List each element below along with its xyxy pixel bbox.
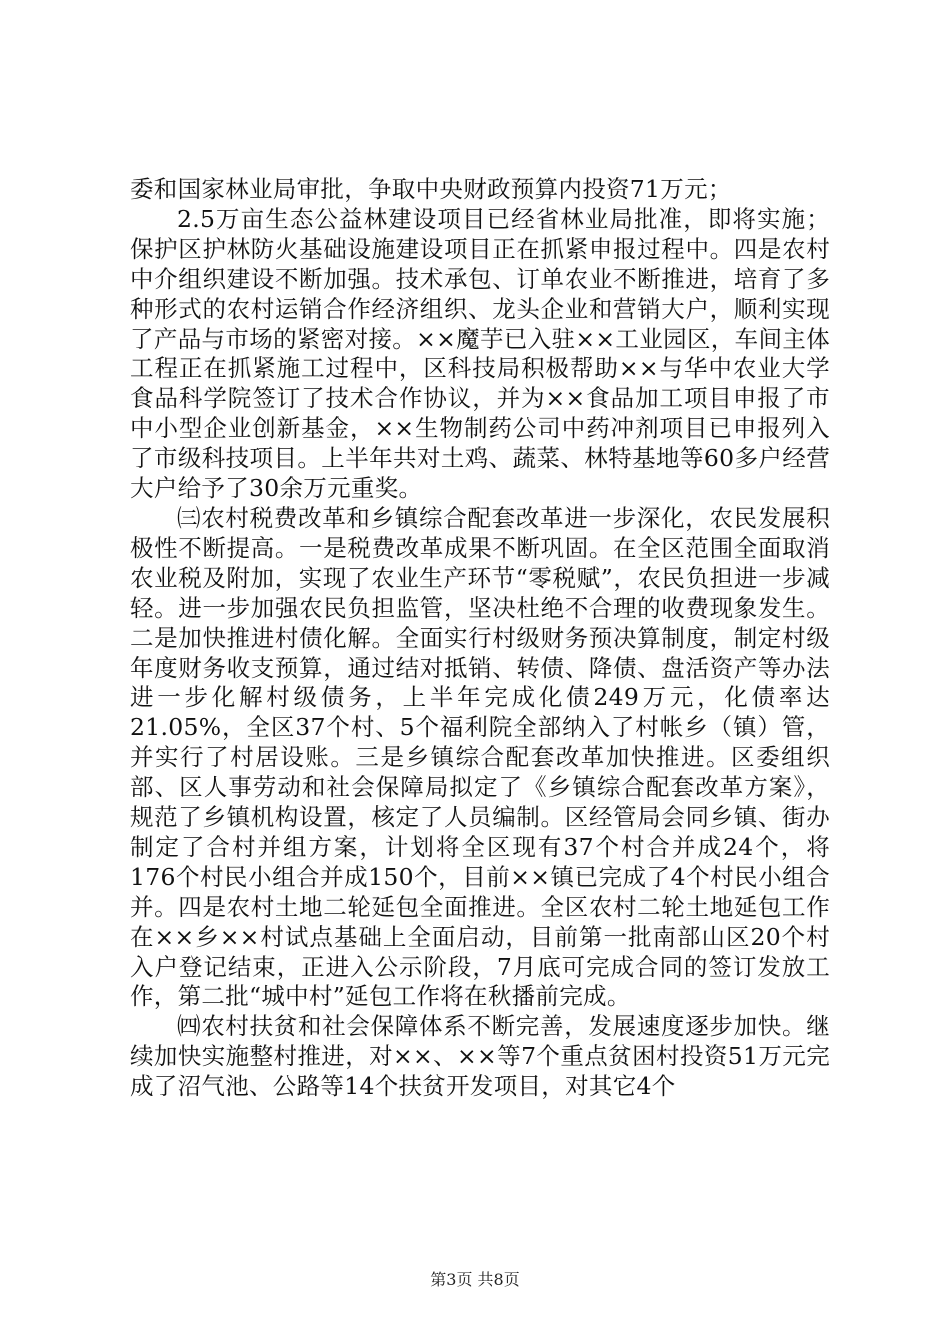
page-footer: 第3页 共8页 [430,1270,520,1289]
paragraph-1: 委和国家林业局审批，争取中央财政预算内投资71万元； [130,175,732,203]
paragraph-4: ㈣农村扶贫和社会保障体系不断完善，发展速度逐步加快。继续加快实施整村推进，对××、××等7个重点贫困村投资51万元完成了沼气池、公路等14个扶贫开发项目，对其它4个 [130,1012,830,1101]
document-body [130,175,830,1102]
paragraph-2: 2.5万亩生态公益林建设项目已经省林业局批准，即将实施；保护区护林防火基础设施建设项目正在抓紧申报过程中。四是农村中介组织建设不断加强。技术承包、订单农业不断推进，培育了多种形式的农村运销合作经济组织、龙头企业和营销大户，顺利实现了产品与市场的紧密对接。××魔芋已入驻××工业园区，车间主体工程正在抓紧施工过程中，区科技局积极帮助××与华中农业大学食品科学院签订了技术合作协议，并为××食品加工项目申报了市中小型企业创新基金，××生物制药公司中药冲剂项目已申报列入了市级科技项目。上半年共对土鸡、蔬菜、林特基地等60多户经营大户给予了30余万元重奖。 [130,204,830,503]
paragraph-3: ㈢农村税费改革和乡镇综合配套改革进一步深化，农民发展积极性不断提高。一是税费改革成果不断巩固。在全区范围全面取消农业税及附加，实现了农业生产环节“零税赋”，农民负担进一步减轻。进一步加强农民负担监管，坚决杜绝不合理的收费现象发生。二是加快推进村债化解。全面实行村级财务预决算制度，制定村级年度财务收支预算，通过结对抵销、转债、降债、盘活资产等办法进一步化解村级债务，上半年完成化债249万元，化债率达21.05%，全区37个村、5个福利院全部纳入了村帐乡（镇）管，并实行了村居设账。三是乡镇综合配套改革加快推进。区委组织部、区人事劳动和社会保障局拟定了《乡镇综合配套改革方案》，规范了乡镇机构设置，核定了人员编制。区经管局会同乡镇、街办制定了合村并组方案，计划将全区现有37个村合并成24个，将176个村民小组合并成150个，目前××镇已完成了4个村民小组合并。四是农村土地二轮延包全面推进。全区农村二轮土地延包工作在××乡××村试点基础上全面启动，目前第一批南部山区20个村入户登记结束，正进入公示阶段，7月底可完成合同的签订发放工作，第二批“城中村”延包工作将在秋播前完成。 [130,503,830,1011]
